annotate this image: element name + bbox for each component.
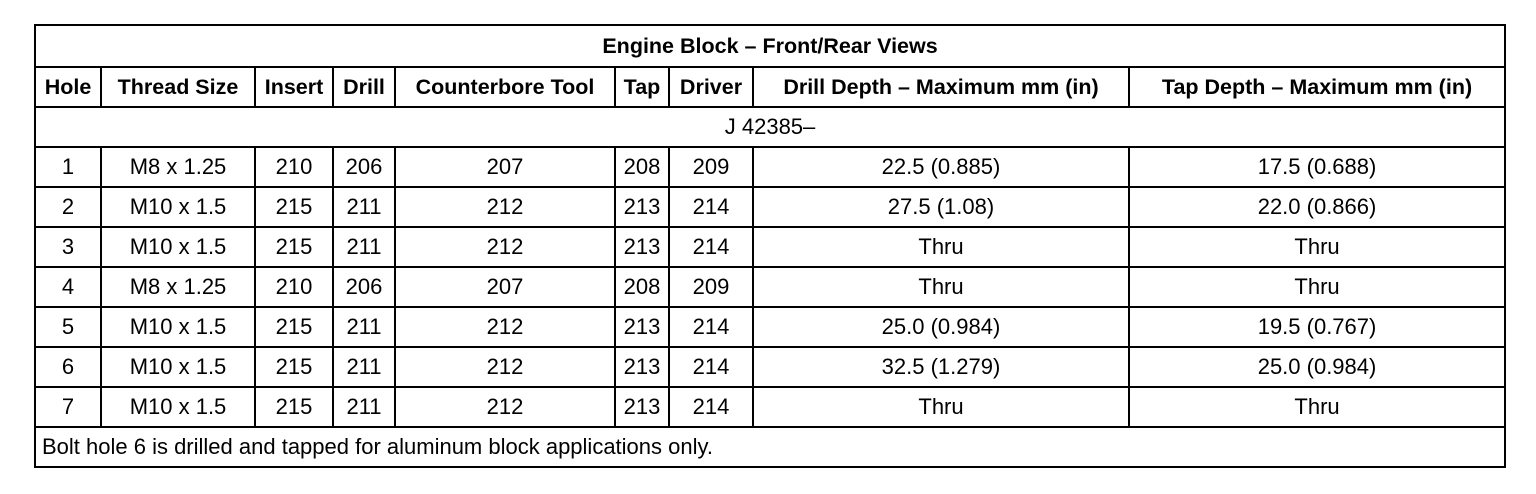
- table-cell-tap-depth: Thru: [1129, 227, 1505, 267]
- table-cell-counterbore-tool: 207: [395, 267, 615, 307]
- table-cell-drill: 211: [333, 187, 395, 227]
- tool-prefix: J 42385–: [35, 107, 1505, 147]
- table-cell-driver: 214: [669, 187, 753, 227]
- table-cell-drill-depth: 22.5 (0.885): [753, 147, 1129, 187]
- table-cell-tap: 213: [615, 227, 669, 267]
- column-header-tap: Tap: [615, 67, 669, 107]
- table-cell-thread-size: M10 x 1.5: [101, 307, 255, 347]
- table-cell-drill: 211: [333, 227, 395, 267]
- table-cell-driver: 209: [669, 267, 753, 307]
- table-cell-hole: 2: [35, 187, 101, 227]
- table-cell-hole: 1: [35, 147, 101, 187]
- table-cell-insert: 215: [255, 347, 333, 387]
- table-cell-insert: 215: [255, 387, 333, 427]
- table-cell-counterbore-tool: 212: [395, 347, 615, 387]
- table-cell-counterbore-tool: 212: [395, 187, 615, 227]
- table-cell-drill-depth: 27.5 (1.08): [753, 187, 1129, 227]
- column-header-insert: Insert: [255, 67, 333, 107]
- table-cell-counterbore-tool: 212: [395, 227, 615, 267]
- table-cell-thread-size: M10 x 1.5: [101, 187, 255, 227]
- table-row: [35, 187, 1505, 227]
- table-cell-insert: 215: [255, 227, 333, 267]
- table-row: [35, 147, 1505, 187]
- table-cell-tap: 208: [615, 147, 669, 187]
- table-body: [35, 107, 1505, 427]
- table-cell-drill-depth: 32.5 (1.279): [753, 347, 1129, 387]
- table-cell-driver: 214: [669, 387, 753, 427]
- table-header-row: [35, 67, 1505, 107]
- table-cell-hole: 4: [35, 267, 101, 307]
- table-cell-insert: 215: [255, 187, 333, 227]
- table-row: [35, 267, 1505, 307]
- table-cell-hole: 3: [35, 227, 101, 267]
- column-header-hole: Hole: [35, 67, 101, 107]
- table-cell-driver: 214: [669, 227, 753, 267]
- table-cell-drill: 206: [333, 267, 395, 307]
- column-header-tap-depth: Tap Depth – Maximum mm (in): [1129, 67, 1505, 107]
- table-cell-tap-depth: 22.0 (0.866): [1129, 187, 1505, 227]
- table-cell-tap: 213: [615, 307, 669, 347]
- table-cell-driver: 209: [669, 147, 753, 187]
- table-row: [35, 387, 1505, 427]
- table-cell-driver: 214: [669, 347, 753, 387]
- table-cell-thread-size: M10 x 1.5: [101, 387, 255, 427]
- table-row: [35, 227, 1505, 267]
- table-cell-insert: 210: [255, 267, 333, 307]
- table-cell-tap: 208: [615, 267, 669, 307]
- table-cell-counterbore-tool: 212: [395, 387, 615, 427]
- table-cell-drill: 211: [333, 307, 395, 347]
- table-cell-drill-depth: Thru: [753, 227, 1129, 267]
- footnote: Bolt hole 6 is drilled and tapped for aluminum block applications only.: [35, 427, 1505, 467]
- column-header-drill-depth: Drill Depth – Maximum mm (in): [753, 67, 1129, 107]
- table-cell-tap-depth: Thru: [1129, 267, 1505, 307]
- table-cell-drill: 206: [333, 147, 395, 187]
- table-cell-insert: 215: [255, 307, 333, 347]
- table-cell-insert: 210: [255, 147, 333, 187]
- table-cell-drill-depth: Thru: [753, 267, 1129, 307]
- column-header-counterbore-tool: Counterbore Tool: [395, 67, 615, 107]
- table-cell-thread-size: M8 x 1.25: [101, 147, 255, 187]
- table-cell-drill: 211: [333, 387, 395, 427]
- table-cell-hole: 5: [35, 307, 101, 347]
- table-cell-drill-depth: 25.0 (0.984): [753, 307, 1129, 347]
- column-header-thread-size: Thread Size: [101, 67, 255, 107]
- table-cell-thread-size: M8 x 1.25: [101, 267, 255, 307]
- table-cell-thread-size: M10 x 1.5: [101, 347, 255, 387]
- table-cell-counterbore-tool: 207: [395, 147, 615, 187]
- table-row: [35, 347, 1505, 387]
- column-header-drill: Drill: [333, 67, 395, 107]
- table-title-row: [35, 25, 1505, 67]
- table-cell-tap-depth: Thru: [1129, 387, 1505, 427]
- table-cell-tap: 213: [615, 347, 669, 387]
- tool-prefix-row: [35, 107, 1505, 147]
- table-cell-tap-depth: 25.0 (0.984): [1129, 347, 1505, 387]
- table-cell-tap: 213: [615, 187, 669, 227]
- table-cell-tap-depth: 19.5 (0.767): [1129, 307, 1505, 347]
- table-cell-drill-depth: Thru: [753, 387, 1129, 427]
- table-cell-thread-size: M10 x 1.5: [101, 227, 255, 267]
- table-cell-drill: 211: [333, 347, 395, 387]
- table-cell-driver: 214: [669, 307, 753, 347]
- engine-block-table: [34, 24, 1506, 468]
- table-row: [35, 307, 1505, 347]
- table-cell-tap-depth: 17.5 (0.688): [1129, 147, 1505, 187]
- column-header-driver: Driver: [669, 67, 753, 107]
- table-cell-tap: 213: [615, 387, 669, 427]
- footnote-row: [35, 427, 1505, 467]
- table-cell-hole: 7: [35, 387, 101, 427]
- table-cell-hole: 6: [35, 347, 101, 387]
- table-title: Engine Block – Front/Rear Views: [35, 25, 1505, 67]
- table-cell-counterbore-tool: 212: [395, 307, 615, 347]
